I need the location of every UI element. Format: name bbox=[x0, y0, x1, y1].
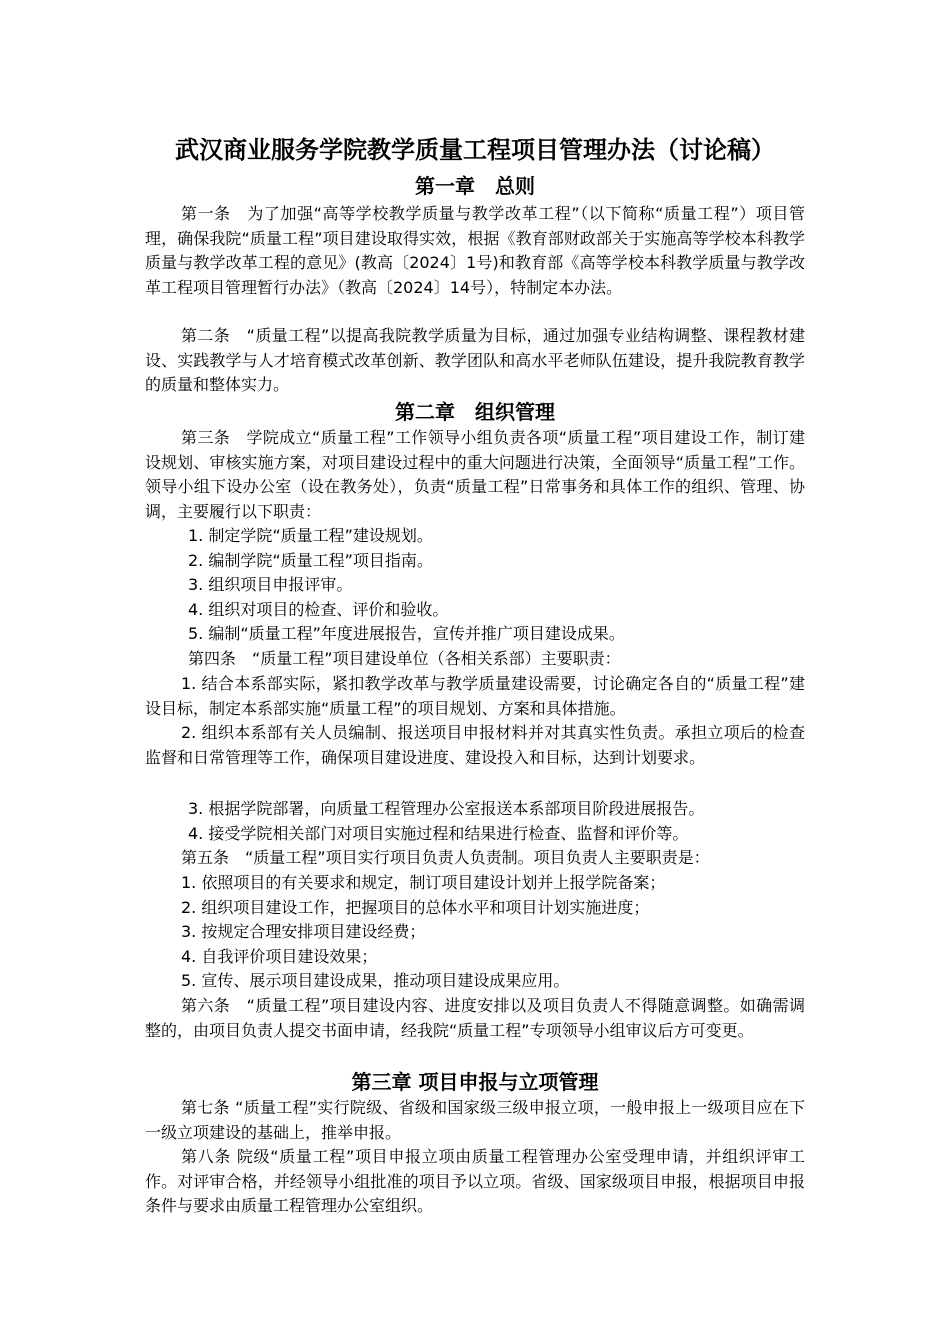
article-3-item-3: 3. 组织项目申报评审。 bbox=[188, 575, 353, 594]
chapter-2-heading: 第二章 组织管理 bbox=[395, 400, 555, 424]
article-4: 第四条 “质量工程”项目建设单位（各相关系部）主要职责： bbox=[188, 649, 621, 668]
article-8: 第八条 院级“质量工程”项目申报立项由质量工程管理办公室受理申请，并组织评审工作。对评审合格，并经领导小组批准的项目予以立项。省级、国家级项目申报，根据项目申报条件与要求由质量工程管理办公室组织。 bbox=[145, 1147, 805, 1215]
document-title: 武汉商业服务学院教学质量工程项目管理办法（讨论稿） bbox=[175, 136, 775, 164]
chapter-1-heading: 第一章 总则 bbox=[415, 174, 535, 198]
article-4-item-4: 4. 接受学院相关部门对项目实施过程和结果进行检查、监督和评价等。 bbox=[188, 824, 689, 843]
article-3-item-2: 2. 编制学院“质量工程”项目指南。 bbox=[188, 551, 433, 570]
article-7: 第七条 “质量工程”实行院级、省级和国家级三级申报立项，一般申报上一级项目应在下一级立项建设的基础上，推举申报。 bbox=[145, 1098, 805, 1142]
article-5-item-5: 5. 宣传、展示项目建设成果，推动项目建设成果应用。 bbox=[181, 971, 570, 990]
article-5-item-2: 2. 组织项目建设工作，把握项目的总体水平和项目计划实施进度； bbox=[181, 898, 650, 917]
article-5-item-1: 1. 依照项目的有关要求和规定，制订项目建设计划并上报学院备案； bbox=[181, 873, 666, 892]
article-3-item-4: 4. 组织对项目的检查、评价和验收。 bbox=[188, 600, 449, 619]
article-4-item-3: 3. 根据学院部署，向质量工程管理办公室报送本系部项目阶段进展报告。 bbox=[188, 799, 705, 818]
article-5: 第五条 “质量工程”项目实行项目负责人负责制。项目负责人主要职责是： bbox=[181, 848, 710, 867]
article-6: 第六条 “质量工程”项目建设内容、进度安排以及项目负责人不得随意调整。如确需调整的，由项目负责人提交书面申请，经我院“质量工程”专项领导小组审议后方可变更。 bbox=[145, 996, 805, 1040]
article-5-item-4: 4. 自我评价项目建设效果； bbox=[181, 947, 378, 966]
article-4-item-2: 2. 组织本系部有关人员编制、报送项目申报材料并对其真实性负责。承担立项后的检查监督和日常管理等工作，确保项目建设进度、建设投入和目标，达到计划要求。 bbox=[145, 723, 805, 767]
article-4-item-1: 1. 结合本系部实际，紧扣教学改革与教学质量建设需要，讨论确定各自的“质量工程”建设目标，制定本系部实施“质量工程”的项目规划、方案和具体措施。 bbox=[145, 674, 805, 718]
article-2: 第二条 “质量工程”以提高我院教学质量为目标，通过加强专业结构调整、课程教材建设、实践教学与人才培育模式改革创新、教学团队和高水平老师队伍建设，提升我院教育教学的质量和整体实力。 bbox=[145, 326, 805, 394]
article-3: 第三条 学院成立“质量工程”工作领导小组负责各项“质量工程”项目建设工作，制订建设规划、审核实施方案，对项目建设过程中的重大问题进行决策，全面领导“质量工程”工作。领导小组下设办公室（设在教务处），负责“质量工程”日常事务和具体工作的组织、管理、协调，主要履行以下职责： bbox=[145, 428, 805, 521]
article-5-item-3: 3. 按规定合理安排项目建设经费； bbox=[181, 922, 426, 941]
article-3-item-1: 1. 制定学院“质量工程”建设规划。 bbox=[188, 526, 433, 545]
article-1: 第一条 为了加强“高等学校教学质量与教学改革工程”（以下简称“质量工程”）项目管理，确保我院“质量工程”项目建设取得实效，根据《教育部财政部关于实施高等学校本科教学质量与教学改革工程的意见》(教高〔2024〕1号)和教育部《高等学校本科教学质量与教学改革工程项目管理暂行办法》（教高〔2024〕14号），特制定本办法。 bbox=[145, 204, 805, 297]
chapter-3-heading: 第三章 项目申报与立项管理 bbox=[351, 1070, 599, 1094]
article-3-item-5: 5. 编制“质量工程”年度进展报告，宣传并推广项目建设成果。 bbox=[188, 624, 625, 643]
